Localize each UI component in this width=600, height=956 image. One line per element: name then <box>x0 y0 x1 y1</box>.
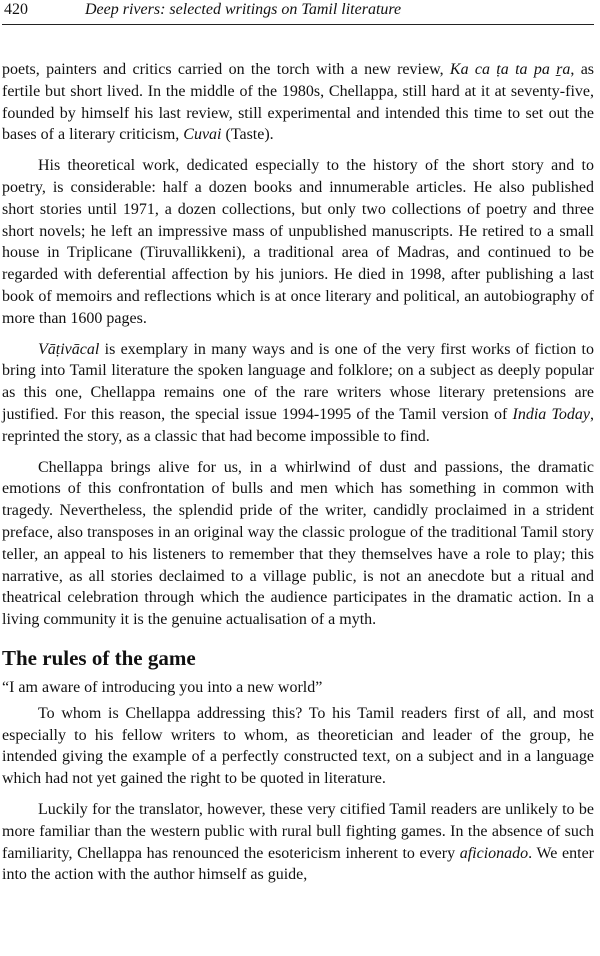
story-title-vativacal: Vāṭivācal <box>38 340 100 358</box>
paragraph-2: His theoretical work, dedicated especially to the history of the short story and to poetry, is considerable: half a dozen books and innumerable articles. He also published short stories until 1971, a dozen collections, but only two collections of poetry and three short novels; he left an impressive mass of unpublished manuscripts. He retired to a small house in Triplicane (Tiruvallikkeni), a traditional area of Madras, and continued to be regarded with deferential affection by his juniors. He died in 1998, after publishing a last book of memoirs and reflections which is at once literary and political, an autobiography of more than 1600 pages. <box>2 157 594 327</box>
review-title-ka-ca-ta: Ka ca ṭa ta pa ṟa <box>449 61 571 78</box>
paragraph-1 <box>2 59 594 146</box>
magazine-title-india-today: India Today <box>512 405 590 423</box>
paragraph-3-text-d: , reprinted the story, as a classic that had become impossible to find. <box>2 405 594 445</box>
paragraph-3 <box>2 339 594 448</box>
page-number: 420 <box>4 1 28 18</box>
paragraph-6-text-a: Luckily for the translator, however, these very citified Tamil readers are unlikely to be more familiar than the western public with rural bull fighting games. In the absence of such familiarity, Chellappa has renounced the esotericism inherent to every <box>2 800 594 862</box>
paragraph-5: To whom is Chellappa addressing this? To his Tamil readers first of all, and most especially to his fellow writers to whom, as theoretician and leader of the group, he intended giving the example of a perfectly constructed text, on a subject and in a language which had not yet gained the right to be quoted in literature. <box>2 704 594 788</box>
term-aficionado: aficionado <box>459 844 529 862</box>
review-title-cuvai: Cuvai <box>183 126 222 144</box>
paragraph-6-text-c: . We enter into the action with the author himself as guide, <box>2 844 595 884</box>
paragraph-1-text-a: poets, painters and critics carried on the torch with a new review, <box>2 61 450 78</box>
paragraph-6 <box>2 799 594 886</box>
running-title: Deep rivers: selected writings on Tamil literature <box>85 1 402 18</box>
epigraph-quote: “I am aware of introducing you into a new world” <box>2 678 323 696</box>
paragraph-1-text-c: , as fertile but short lived. In the middle of the 1980s, Chellappa, still hard at it at seventy-five, founded by himself his last review, still experimental and intended this time to set out the bases of a literary criticism, <box>2 61 595 144</box>
section-heading: The rules of the game <box>2 645 196 670</box>
running-header <box>2 0 594 25</box>
body-text <box>2 59 594 886</box>
paragraph-1-text-e: (Taste). <box>221 126 274 144</box>
paragraph-3-text-b: is exemplary in many ways and is one of the very first works of fiction to bring into Tamil literature the spoken language and folklore; on a subject as deeply popular as this one, Chellappa remains one of the rare writers whose literary pretensions are justified. For this reason, the special issue 1994-1995 of the Tamil version of <box>2 340 594 423</box>
paragraph-4: Chellappa brings alive for us, in a whirlwind of dust and passions, the dramatic emotions of this confrontation of bulls and men which has something in common with tragedy. Nevertheless, the splendid pride of the writer, candidly proclaimed in a strident preface, also transposes in an original way the classic prologue of the traditional Tamil story teller, an appeal to his listeners to remember that they themselves have a role to play; this narrative, as all stories declaimed to a village public, is not an anecdote but a ritual and theatrical celebration through which the audience participates in the dramatic action. In a living community it is the genuine actualisation of a myth. <box>2 458 594 629</box>
